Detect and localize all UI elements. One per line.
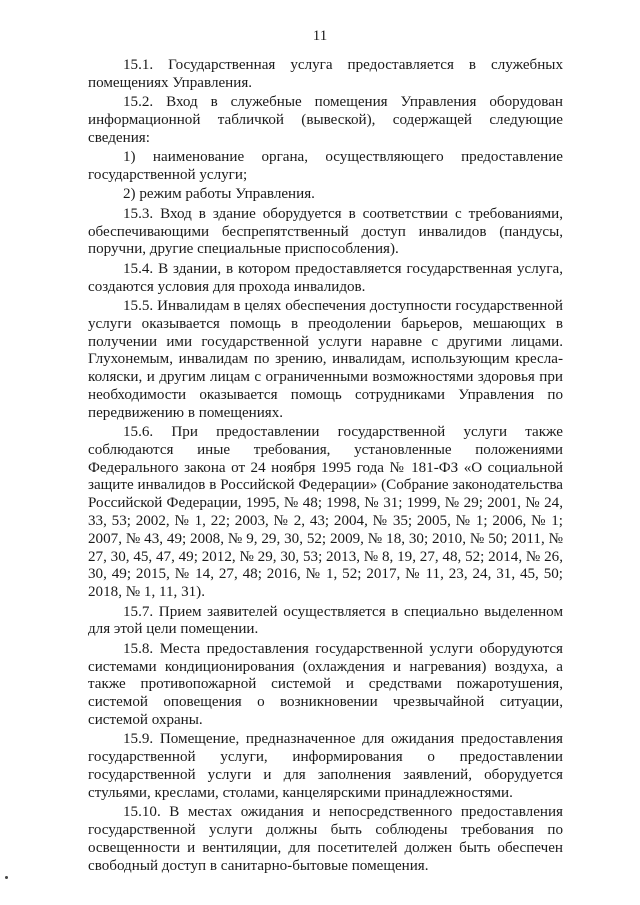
- paragraph-15-9: 15.9. Помещение, предназначенное для ожидания предоставления государственной услуги, информирования о предоставлении государственной услуги и для заполнения заявлений, оборудуется стульями, креслами, столами, канцелярскими принадлежностями.: [88, 731, 563, 801]
- paragraph-15-7: 15.7. Прием заявителей осуществляется в специально выделенном для этой цели помещении.: [88, 603, 563, 638]
- paragraph-15-8: 15.8. Места предоставления государственной услуги оборудуются системами кондиционирования (охлаждения и нагревания) воздуха, а также противопожарной системой и средствами пожаротушения, системой оповещения о возникновении чрезвычайной ситуации, системой охраны.: [88, 640, 563, 729]
- document-body: [88, 57, 563, 877]
- paragraph-15-6: 15.6. При предоставлении государственной услуги также соблюдаются иные требования, установленные положениями Федерального закона от 24 ноября 1995 года № 181-ФЗ «О социальной защите инвалидов в Российской Федерации» (Собрание законодательства Российской Федерации, 1995, № 48; 1998, № 31; 1999, № 29; 2001, № 24, 33, 53; 2002, № 1, 22; 2003, № 2, 43; 2004, № 35; 2005, № 1; 2006, № 1; 2007, № 43, 49; 2008, № 9, 29, 30, 52; 2009, № 18, 30; 2010, № 50; 2011, № 27, 30, 45, 47, 49; 2012, № 29, 30, 53; 2013, № 8, 19, 27, 48, 52; 2014, № 26, 30, 49; 2015, № 14, 27, 48; 2016, № 1, 52; 2017, № 11, 23, 24, 31, 45, 50; 2018, № 1, 11, 31).: [88, 424, 563, 601]
- paragraph-15-10: 15.10. В местах ожидания и непосредственного предоставления государственной услуги должны быть соблюдены требования по освещенности и вентиляции, для посетителей должен быть обеспечен свободный доступ в санитарно-бытовые помещения.: [88, 804, 563, 874]
- page-number: 11: [312, 28, 328, 44]
- list-item-1: 1) наименование органа, осуществляющего предоставление государственной услуги;: [88, 149, 563, 183]
- paragraph-15-2: 15.2. Вход в служебные помещения Управления оборудован информационной табличкой (вывеской), содержащей следующие сведения:: [88, 94, 563, 146]
- paragraph-15-1: 15.1. Государственная услуга предоставляется в служебных помещениях Управления.: [88, 57, 563, 91]
- paragraph-15-4: 15.4. В здании, в котором предоставляется государственная услуга, создаются условия для прохода инвалидов.: [88, 260, 563, 295]
- scan-artifact-dot: [5, 876, 8, 879]
- list-item-2: 2) режим работы Управления.: [123, 186, 315, 203]
- paragraph-15-5: 15.5. Инвалидам в целях обеспечения доступности государственной услуги оказывается помощь в преодолении барьеров, мешающих в получении ими государственной услуги наравне с другими лицами. Глухонемым, инвалидам по зрению, инвалидам, использующим кресла-коляски, и другим лицам с ограниченными возможностями здоровья при необходимости оказывается помощь сотрудниками Управления по передвижению в помещениях.: [88, 297, 563, 421]
- paragraph-15-3: 15.3. Вход в здание оборудуется в соответствии с требованиями, обеспечивающими беспрепятственный доступ инвалидов (пандусы, поручни, другие специальные приспособления).: [88, 205, 563, 258]
